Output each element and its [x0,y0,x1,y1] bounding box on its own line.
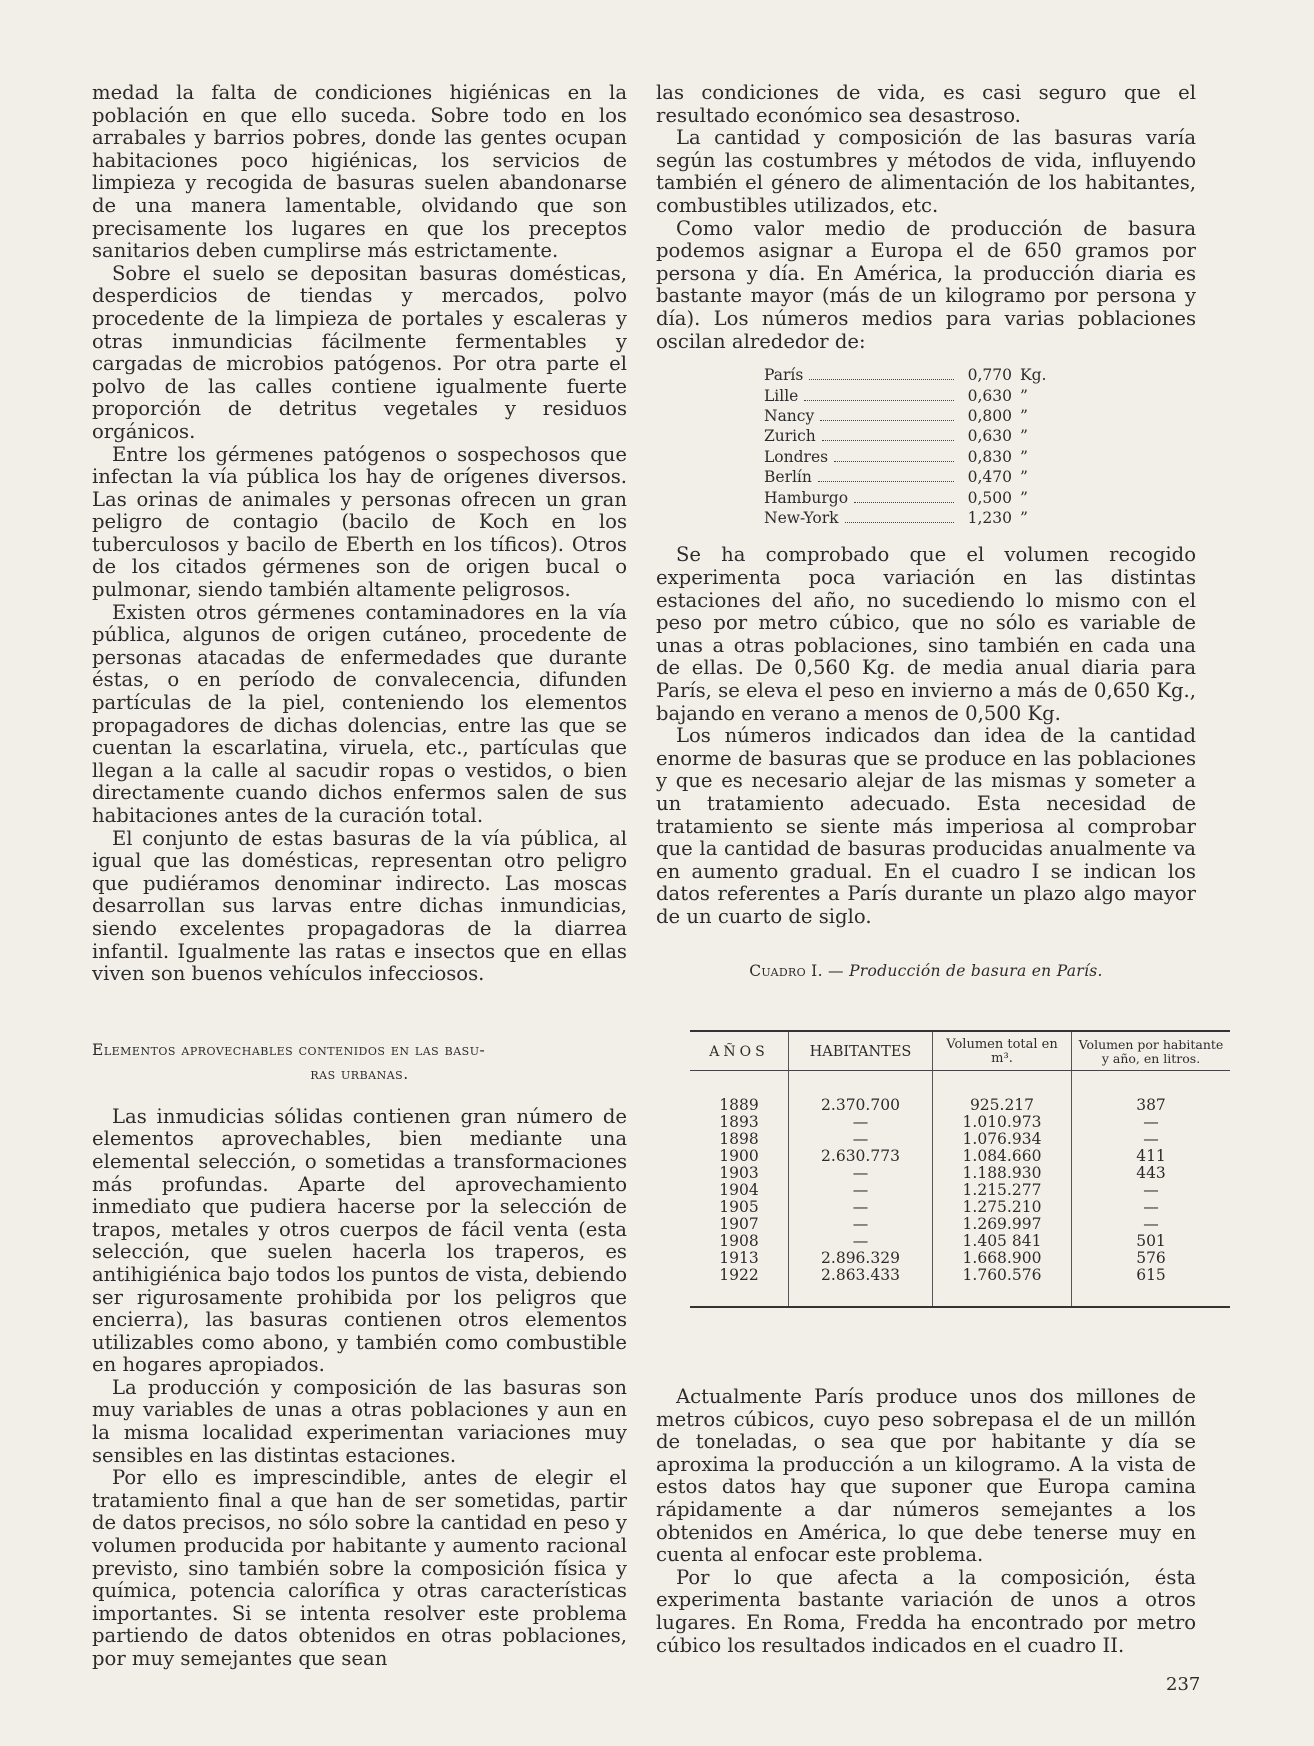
production-value: 0,830 [967,447,1012,466]
production-unit: ” [1020,488,1028,507]
production-value: 0,800 [967,406,1012,425]
table-wrapper [656,1030,1256,1308]
cell-litros: 576 [1072,1250,1231,1267]
cell-volumen: 1.269.997 [933,1216,1072,1233]
cell-habitantes: 2.630.773 [789,1148,933,1165]
cell-volumen: 1.760.576 [933,1267,1072,1307]
dot-leader [854,502,954,503]
table-row [690,1250,1230,1267]
cell-volumen: 1.084.660 [933,1148,1072,1165]
cell-litros: 411 [1072,1148,1231,1165]
table-row [690,1165,1230,1182]
cell-volumen: 1.010.973 [933,1114,1072,1131]
production-value: 0,470 [967,468,1012,487]
caption-title: Producción de basura en París. [849,962,1103,981]
paragraph: las condiciones de vida, es casi seguro que el resultado económico sea desastroso. [656,81,1196,127]
city-name: Berlín [764,468,812,487]
cell-litros: — [1072,1216,1231,1233]
city-name: New-York [764,508,839,527]
paragraph: Por ello es imprescindible, antes de elegir el tratamiento final a que han de ser sometidas, partir de datos precisos, no sólo sobre la cantidad en peso y volumen producida por habitante y aumento racional previsto, sino también sobre la composición física y química, potencia calorífica y otras características importantes. Si se intenta resolver este problema partiendo de datos obtenidos en otras poblaciones, por muy semejantes que sean [92,1466,627,1670]
production-value: 0,770 [967,366,1012,385]
table-row [690,1148,1230,1165]
cell-ano: 1898 [719,1130,759,1148]
production-unit: ” [1020,386,1028,405]
paragraph: Sobre el suelo se depositan basuras domésticas, desperdicios de tiendas y mercados, polvo procedente de la limpieza de portales y escaleras y otras inmundicias fácilmente fermentables y cargadas de microbios patógenos. Por otra parte el polvo de las calles contiene igualmente fuerte proporción de detritus vegetales y residuos orgánicos. [92,261,627,443]
dot-leader [834,461,954,462]
paragraph: medad la falta de condiciones higiénicas en la población en que ello suceda. Sobre todo en los arrabales y barrios pobres, donde las gentes ocupan habitaciones poco higiénicas, los servicios de limpieza y recogida de basuras suelen abandonarse de una manera lamentable, olvidando que son precisamente los lugares en que los preceptos sanitarios deben cumplirse más estrictamente. [92,81,627,263]
production-value: 0,630 [967,386,1012,405]
table-row [690,1114,1230,1131]
page-number: 237 [1166,1674,1201,1695]
cell-habitantes: — [789,1114,933,1131]
dot-leader [809,379,954,380]
city-name: Londres [764,447,829,466]
production-unit: Kg. [1020,366,1047,385]
production-value: 0,630 [967,427,1012,446]
cell-litros: 443 [1072,1165,1231,1182]
cell-volumen: 1.076.934 [933,1131,1072,1148]
cell-ano: 1905 [719,1198,759,1216]
cell-volumen: 1.668.900 [933,1250,1072,1267]
cell-habitantes: — [789,1131,933,1148]
table-row [690,1216,1230,1233]
cell-litros: 501 [1072,1233,1231,1250]
production-row [764,467,1064,487]
production-value: 0,500 [967,488,1012,507]
paragraph: Las inmudicias sólidas contienen gran número de elementos aprovechables, bien mediante una elemental selección, o sometidas a transformaciones más profundas. Aparte del aprovechamiento inmediato que pudiera hacerse por la selección de trapos, metales y otros cuerpos de fácil venta (esta selección, que suelen hacerla los traperos, es antihigiénica bajo todos los puntos de vista, debiendo ser rigurosamente prohibida por los peligros que encierra), las basuras contienen otros elementos utilizables como abono, y también como combustible en hogares apropiados. [92,1104,627,1377]
paragraph: Como valor medio de producción de basura podemos asignar a Europa el de 650 gramos por persona y día. En América, la producción diaria es bastante mayor (más de un kilogramo por persona y día). Los números medios para varias poblaciones oscilan alrededor de: [656,216,1196,353]
cell-habitantes: 2.370.700 [789,1071,933,1115]
cell-volumen: 925.217 [933,1071,1072,1115]
paragraph: Entre los gérmenes patógenos o sospechosos que infectan la vía pública los hay de orígenes diversos. Las orinas de animales y personas ofrecen un gran peligro de contagio (bacilo de Koch en los tuberculosos y bacilo de Eberth en los tíficos). Otros de los citados gérmenes son de origen bucal o pulmonar, siendo también altamente peligrosos. [92,442,627,602]
cell-habitantes: 2.896.329 [789,1250,933,1267]
cell-ano: 1908 [719,1232,759,1250]
paragraph: La producción y composición de las basuras son muy variables de unas a otras poblaciones y aun en la misma localidad experimentan variaciones muy sensibles en las distintas estaciones. [92,1375,627,1467]
city-name: París [764,366,804,385]
cell-habitantes: 2.863.433 [789,1267,933,1307]
cell-habitantes: — [789,1199,933,1216]
header-habitantes: HABITANTES [789,1031,933,1071]
caption-dash: — [822,962,850,981]
table-row [690,1071,1230,1115]
paragraph: Por lo que afecta a la composición, ésta experimenta bastante variación de unos a otros lugares. En Roma, Fredda ha encontrado por metro cúbico los resultados indicados en el cuadro II. [656,1565,1196,1657]
production-row [764,406,1064,426]
production-row [764,365,1064,385]
cell-ano: 1922 [690,1267,789,1307]
production-unit: ” [1020,468,1028,487]
cell-litros: 387 [1072,1071,1231,1115]
cell-volumen: 1.275.210 [933,1199,1072,1216]
cell-litros: — [1072,1182,1231,1199]
dot-leader [818,481,954,482]
cell-ano: 1904 [719,1181,759,1199]
cell-habitantes: — [789,1233,933,1250]
table-row [690,1182,1230,1199]
production-row [764,508,1064,528]
production-row [764,386,1064,406]
table-row [690,1233,1230,1250]
cell-litros: — [1072,1131,1231,1148]
cell-litros: — [1072,1114,1231,1131]
dot-leader [822,440,954,441]
header-volumen-habitante: Volumen por habitante y año, en litros. [1072,1031,1231,1071]
dot-leader [820,420,954,421]
cell-ano: 1889 [719,1096,759,1114]
production-list [764,365,1064,528]
left-column [92,82,627,1671]
table-header-row [690,1031,1230,1071]
header-anos: AÑOS [690,1031,789,1071]
section-heading-line1: Elementos aprovechables contenidos en las basu- [92,1040,486,1059]
cell-habitantes: — [789,1182,933,1199]
city-name: Nancy [764,406,815,425]
table-caption [656,960,1196,983]
header-volumen-total: Volumen total en m³. [933,1031,1072,1071]
cell-volumen: 1.405 841 [933,1233,1072,1250]
production-unit: ” [1020,427,1028,446]
section-heading-line2: ras urbanas. [310,1064,409,1083]
table-row [690,1199,1230,1216]
right-column-lower [656,1386,1196,1657]
production-unit: ” [1020,447,1028,466]
paragraph: Existen otros gérmenes contaminadores en la vía pública, algunos de origen cutáneo, procedente de personas atacadas de enfermedades que durante éstas, o en período de convalecencia, difunden partículas de la piel, conteniendo los elementos propagadores de dichas dolencias, entre las que se cuentan la escarlatina, viruela, etc., partículas que llegan a la calle al sacudir ropas o vestidos, o bien directamente cuando dichos enfermos salen de sus habitaciones antes de la curación total. [92,600,627,827]
city-name: Hamburgo [764,488,849,507]
cuadro-table [690,1030,1230,1308]
cell-ano: 1893 [719,1113,759,1131]
dot-leader [845,522,954,523]
paragraph: Los números indicados dan idea de la cantidad enorme de basuras que se produce en las poblaciones y que es necesario alejar de las mismas y someter a un tratamiento adecuado. Esta necesidad de tratamiento se siente más imperiosa al comprobar que la cantidad de basuras producidas anualmente va en aumento gradual. En el cuadro I se indican los datos referentes a París durante un plazo algo mayor de un cuarto de siglo. [656,724,1196,928]
table-row [690,1267,1230,1307]
cell-habitantes: — [789,1216,933,1233]
dot-leader [804,400,954,401]
cell-habitantes: — [789,1165,933,1182]
production-row [764,447,1064,467]
cell-litros: 615 [1072,1267,1231,1307]
cell-litros: — [1072,1199,1231,1216]
cell-volumen: 1.188.930 [933,1165,1072,1182]
cell-ano: 1900 [719,1147,759,1165]
production-row [764,426,1064,446]
production-row [764,488,1064,508]
paragraph: La cantidad y composición de las basuras varía según las costumbres y métodos de vida, influyendo también el género de alimentación de los habitantes, combustibles utilizados, etc. [656,126,1196,217]
paragraph: Se ha comprobado que el volumen recogido experimenta poca variación en las distintas estaciones del año, no sucediendo lo mismo con el peso por metro cúbico, que no sólo es variable de unas a otras poblaciones, sino también en cada una de ellas. De 0,560 Kg. de media anual diaria para París, se eleva el peso en invierno a más de 0,650 Kg., bajando en verano a menos de 0,500 Kg. [656,543,1196,725]
table-row [690,1131,1230,1148]
production-unit: ” [1020,406,1028,425]
right-column [656,82,1196,999]
paragraph: Actualmente París produce unos dos millones de metros cúbicos, cuyo peso sobrepasa el de un millón de toneladas, o sea que por habitante y día se aproxima la producción a un kilogramo. A la vista de estos datos hay que suponer que Europa camina rápidamente a dar números semejantes a los obtenidos en América, lo que debe tenerse muy en cuenta al enfocar este problema. [656,1385,1196,1567]
production-unit: ” [1020,508,1028,527]
caption-label: Cuadro I. [749,962,823,981]
cell-ano: 1907 [719,1215,759,1233]
paragraph: El conjunto de estas basuras de la vía pública, al igual que las domésticas, representan otro peligro que pudiéramos denominar indirecto. Las moscas desarrollan sus larvas entre dichas inmundicias, siendo excelentes propagadoras de la diarrea infantil. Igualmente las ratas e insectos que en ellas viven son buenos vehículos infecciosos. [92,826,627,986]
city-name: Lille [764,386,799,405]
cell-ano: 1913 [719,1249,759,1267]
production-value: 1,230 [967,508,1012,527]
section-heading [92,1038,627,1086]
cell-volumen: 1.215.277 [933,1182,1072,1199]
city-name: Zurich [764,427,816,446]
cell-ano: 1903 [719,1164,759,1182]
